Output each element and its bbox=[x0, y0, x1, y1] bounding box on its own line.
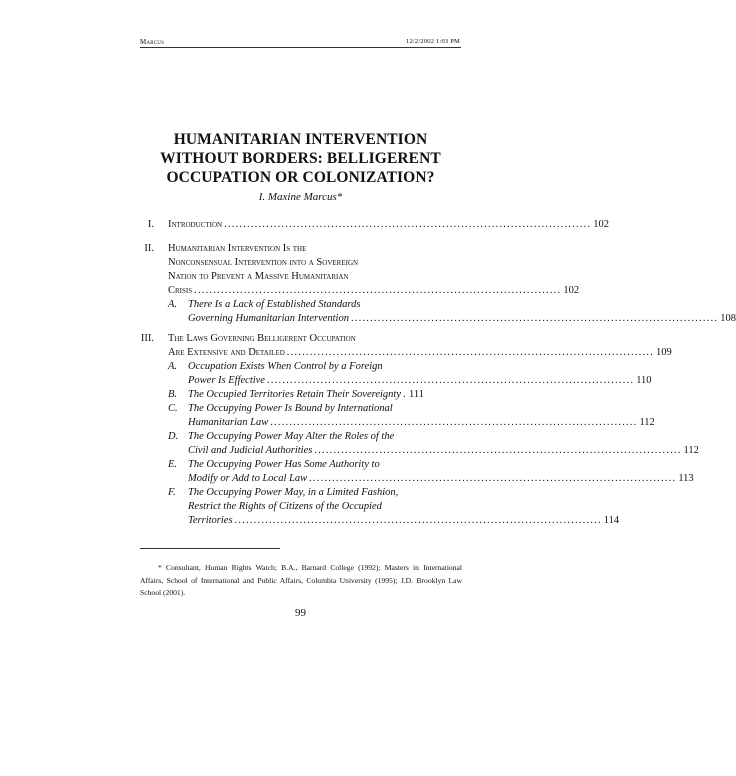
header-rule bbox=[140, 47, 461, 48]
toc-sub-line: Territories bbox=[188, 515, 233, 526]
footnote-mark: * bbox=[158, 563, 162, 572]
toc-line bbox=[188, 417, 655, 428]
toc-sub-letter: D. bbox=[168, 431, 179, 442]
toc-sub-line: The Occupied Territories Retain Their Sovereignty bbox=[188, 389, 401, 400]
toc-line bbox=[188, 445, 699, 456]
toc-line bbox=[188, 473, 694, 484]
toc-sub-line: Restrict the Rights of Citizens of the Occupied bbox=[188, 501, 382, 512]
toc-leader: ................................................................................................ bbox=[194, 285, 562, 296]
toc-sub-line: Civil and Judicial Authorities bbox=[188, 445, 313, 456]
toc-sub-line: Occupation Exists When Control by a Foreign bbox=[188, 361, 383, 372]
toc-sub-line: Humanitarian Law bbox=[188, 417, 269, 428]
toc-page: 114 bbox=[603, 515, 620, 526]
toc-heading-line: Are Extensive and Detailed bbox=[168, 347, 285, 358]
toc-heading-line: Humanitarian Intervention Is the bbox=[168, 243, 307, 254]
running-head-timestamp: 12/2/2002 1:03 PM bbox=[406, 38, 460, 45]
toc-sub-line: The Occupying Power May Alter the Roles of the bbox=[188, 431, 395, 442]
toc-sub-line: The Occupying Power Has Some Authority to bbox=[188, 459, 380, 470]
toc-leader: ................................................................................................ bbox=[309, 473, 677, 484]
toc-sub-line: Governing Humanitarian Intervention bbox=[188, 313, 349, 324]
toc-sub-line: There Is a Lack of Established Standards bbox=[188, 299, 361, 310]
toc-leader: ................................................................................................ bbox=[314, 445, 682, 456]
toc-sub-letter: F. bbox=[168, 487, 176, 498]
toc-heading-line: Nation to Prevent a Massive Humanitarian bbox=[168, 271, 349, 282]
toc-leader: ................................................................................................ bbox=[224, 219, 592, 230]
footnote-rule bbox=[140, 548, 280, 549]
toc-line bbox=[188, 515, 620, 526]
toc-sub-letter: C. bbox=[168, 403, 178, 414]
toc-numeral: III. bbox=[140, 333, 154, 344]
toc-sub-line: Power Is Effective bbox=[188, 375, 265, 386]
toc-leader: ................................................................................................ bbox=[266, 375, 635, 386]
toc-heading-line: Nonconsensual Intervention into a Sovereign bbox=[168, 257, 359, 268]
toc-page: 113 bbox=[678, 473, 694, 484]
toc-line bbox=[188, 313, 736, 324]
toc-line bbox=[168, 219, 610, 230]
toc-leader: . bbox=[402, 389, 407, 400]
toc-page: 102 bbox=[563, 285, 580, 296]
toc-page: 111 bbox=[408, 389, 424, 400]
toc-heading-line: Crisis bbox=[168, 285, 193, 296]
title-line: WITHOUT BORDERS: BELLIGERENT bbox=[160, 150, 441, 167]
toc-sub-line: The Occupying Power Is Bound by International bbox=[188, 403, 393, 414]
toc-numeral: I. bbox=[147, 219, 154, 230]
toc-sub-line: Modify or Add to Local Law bbox=[188, 473, 308, 484]
author-byline: I. Maxine Marcus* bbox=[258, 191, 343, 203]
toc-page: 112 bbox=[639, 417, 655, 428]
toc-line bbox=[168, 347, 672, 358]
toc-page: 109 bbox=[655, 347, 672, 358]
toc-leader: ................................................................................................ bbox=[286, 347, 654, 358]
toc-page: 112 bbox=[683, 445, 699, 456]
toc-line bbox=[168, 285, 580, 296]
article-title bbox=[140, 130, 461, 187]
toc-sub-line: The Occupying Power May, in a Limited Fashion, bbox=[188, 487, 399, 498]
toc-heading: Introduction bbox=[168, 219, 223, 230]
toc-page: 102 bbox=[593, 219, 610, 230]
toc-page: 110 bbox=[636, 375, 652, 386]
toc-page: 108 bbox=[720, 313, 736, 324]
toc-leader: ................................................................................................ bbox=[270, 417, 638, 428]
title-line: HUMANITARIAN INTERVENTION bbox=[173, 131, 428, 148]
toc-line bbox=[188, 389, 463, 400]
toc-heading-line: The Laws Governing Belligerent Occupation bbox=[168, 333, 356, 344]
title-line: OCCUPATION OR COLONIZATION? bbox=[166, 169, 435, 186]
toc-sub-letter: E. bbox=[168, 459, 178, 470]
toc-sub-letter: A. bbox=[168, 361, 178, 372]
footnote bbox=[140, 562, 462, 600]
page-number: 99 bbox=[295, 607, 306, 619]
toc-sub-letter: B. bbox=[168, 389, 178, 400]
toc-leader: ................................................................................................ bbox=[234, 515, 602, 526]
toc-leader: ................................................................................................ bbox=[350, 313, 719, 324]
footnote-text: Consultant, Human Rights Watch; B.A., Barnard College (1992); Masters in International Affairs, School of International and Public Affairs, Columbia University (1995); J.D. Brooklyn Law School (2001). bbox=[140, 563, 462, 597]
running-head-author: Marcus bbox=[140, 38, 165, 46]
toc-sub-letter: A. bbox=[168, 299, 178, 310]
toc-line bbox=[188, 375, 652, 386]
toc-numeral: II. bbox=[144, 243, 154, 254]
